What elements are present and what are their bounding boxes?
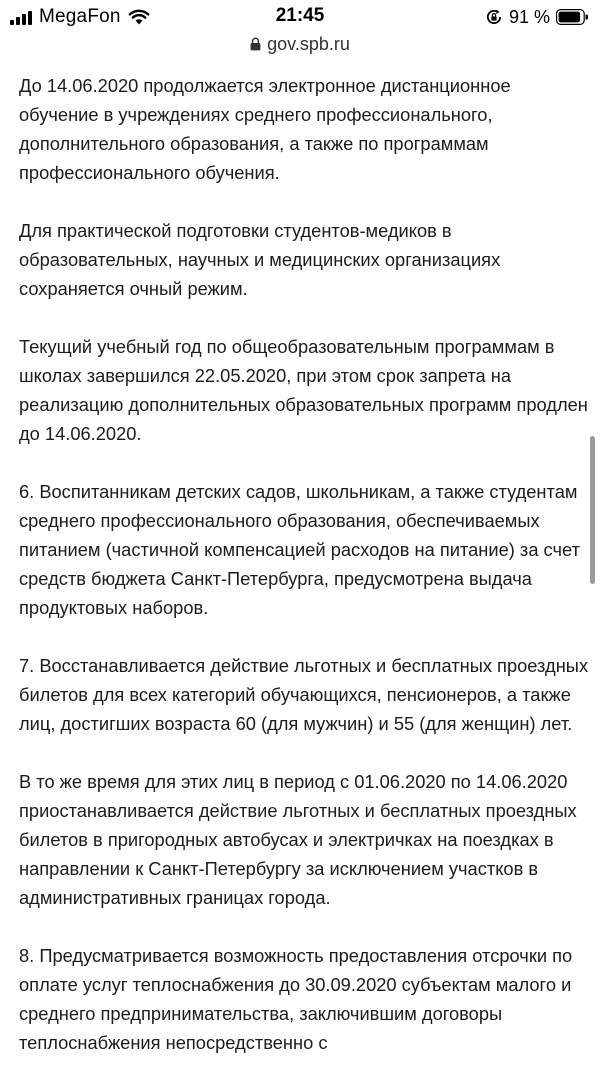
address-bar[interactable] bbox=[0, 30, 600, 58]
paragraph: 8. Предусматривается возможность предоставления отсрочки по оплате услуг теплоснабжения до 30.09.2020 субъектам малого и среднего предпринимательства, заключившим договоры теплоснабжения непосредственно с bbox=[19, 945, 573, 1053]
battery-percent: 91 % bbox=[508, 6, 550, 27]
orientation-lock-icon bbox=[485, 8, 503, 26]
paragraph: Для практической подготовки студентов-медиков в образовательных, научных и медицинских организациях сохраняется очный режим. bbox=[19, 220, 501, 299]
paragraph: Текущий учебный год по общеобразовательным программам в школах завершился 22.05.2020, при этом срок запрета на реализацию дополнительных образовательных программ продлен до 14.06.2020. bbox=[19, 336, 588, 444]
paragraph: 7. Восстанавливается действие льготных и бесплатных проездных билетов для всех категорий обучающихся, пенсионеров, а также лиц, достигших возраста 60 (для мужчин) и 55 (для женщин) лет. bbox=[19, 655, 589, 734]
paragraph: До 14.06.2020 продолжается электронное дистанционное обучение в учреждениях среднего профессионального, дополнительного образования, а также по программам профессионального обучения. bbox=[19, 75, 511, 183]
clock: 21:45 bbox=[275, 5, 325, 26]
scrollbar[interactable] bbox=[590, 436, 595, 584]
paragraph: В то же время для этих лиц в период с 01.06.2020 по 14.06.2020 приостанавливается действие льготных и бесплатных проездных билетов в пригородных автобусах и электричках на поездках в направлении к Санкт-Петербургу за исключением участков в административных границах города. bbox=[19, 771, 577, 908]
article-body bbox=[19, 71, 591, 1066]
carrier-name: MegaFon bbox=[39, 6, 121, 27]
battery-icon bbox=[556, 9, 588, 25]
lock-icon bbox=[250, 37, 261, 51]
status-right bbox=[485, 6, 588, 28]
url-text[interactable]: gov.spb.ru bbox=[267, 33, 350, 54]
paragraph: 6. Воспитанникам детских садов, школьникам, а также студентам среднего профессионального образования, обеспечиваемых питанием (частичной компенсацией расходов на питание) за счет средств бюджета Санкт-Петербурга, предусмотрена выдача продуктовых наборов. bbox=[19, 481, 580, 618]
status-bar bbox=[0, 0, 600, 34]
